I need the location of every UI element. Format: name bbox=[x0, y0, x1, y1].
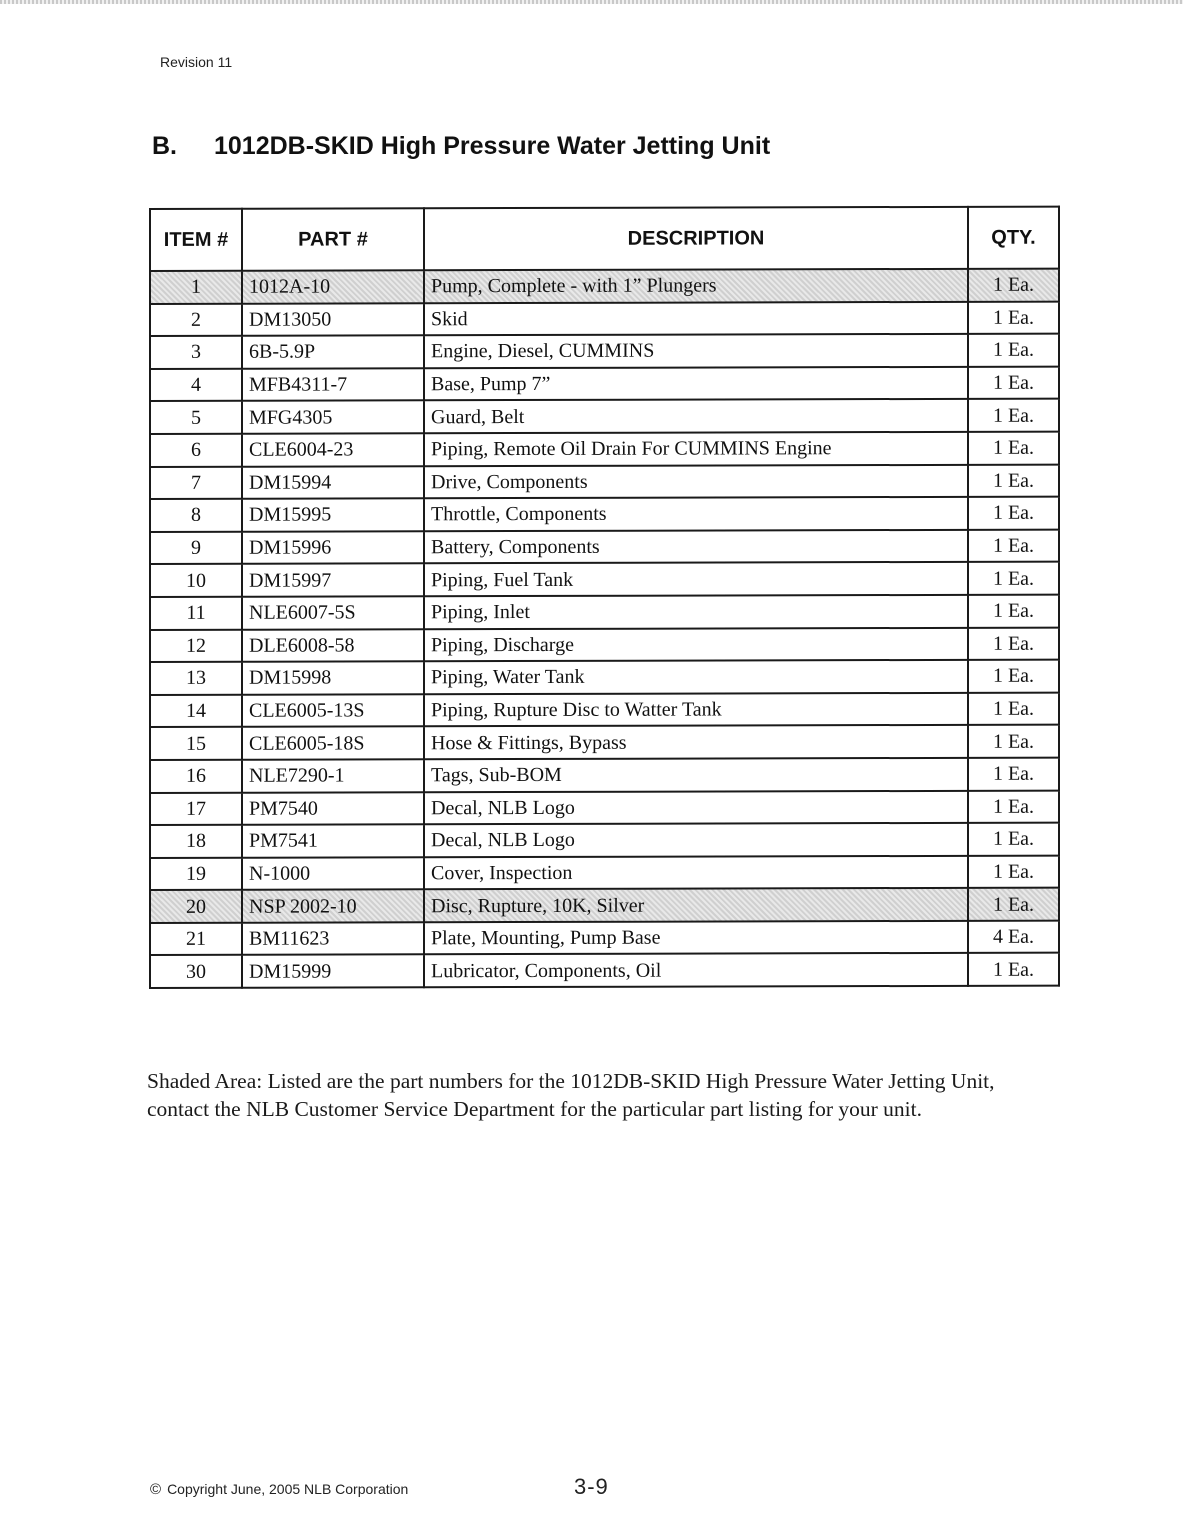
section-letter: B. bbox=[152, 132, 177, 160]
description-cell: Engine, Diesel, CUMMINS bbox=[424, 334, 968, 368]
description-cell: Hose & Fittings, Bypass bbox=[424, 725, 968, 759]
table-row bbox=[150, 562, 1059, 597]
table-row bbox=[150, 660, 1059, 695]
part-number-cell: DM15999 bbox=[242, 955, 424, 988]
description-cell: Base, Pump 7” bbox=[424, 367, 968, 401]
quantity-cell: 1 Ea. bbox=[968, 334, 1059, 367]
quantity-cell: 1 Ea. bbox=[968, 725, 1059, 758]
item-cell: 13 bbox=[150, 662, 242, 695]
table-row bbox=[150, 790, 1059, 825]
part-number-cell: DM15998 bbox=[242, 661, 424, 694]
part-number-cell: NLE6007-5S bbox=[242, 596, 424, 629]
section-title-text: 1012DB-SKID High Pressure Water Jetting Unit bbox=[214, 132, 771, 160]
top-scan-border bbox=[0, 0, 1183, 4]
table-row bbox=[150, 823, 1059, 858]
part-number-cell: MFB4311-7 bbox=[242, 368, 424, 401]
quantity-cell: 1 Ea. bbox=[968, 888, 1059, 921]
table-row bbox=[150, 366, 1059, 401]
quantity-cell: 1 Ea. bbox=[968, 497, 1059, 530]
revision-label: Revision 11 bbox=[160, 54, 233, 70]
description-cell: Cover, Inspection bbox=[424, 856, 968, 890]
description-cell: Guard, Belt bbox=[424, 399, 968, 433]
table-row bbox=[150, 399, 1059, 434]
header-part: PART # bbox=[242, 208, 424, 270]
description-cell: Plate, Mounting, Pump Base bbox=[424, 921, 968, 955]
page-number: 3-9 bbox=[574, 1474, 609, 1499]
part-number-cell: N-1000 bbox=[242, 857, 424, 890]
part-number-cell: MFG4305 bbox=[242, 401, 424, 434]
item-cell: 7 bbox=[150, 466, 242, 499]
quantity-cell: 1 Ea. bbox=[968, 660, 1059, 693]
quantity-cell: 1 Ea. bbox=[968, 399, 1059, 432]
description-cell: Decal, NLB Logo bbox=[424, 823, 968, 857]
description-cell: Skid bbox=[424, 301, 968, 335]
item-cell: 21 bbox=[150, 923, 242, 956]
quantity-cell: 1 Ea. bbox=[968, 692, 1059, 725]
table-row bbox=[150, 692, 1059, 727]
item-cell: 15 bbox=[150, 727, 242, 760]
quantity-cell: 1 Ea. bbox=[968, 464, 1059, 497]
part-number-cell: CLE6005-13S bbox=[242, 694, 424, 727]
item-cell: 17 bbox=[150, 792, 242, 825]
table-row bbox=[150, 953, 1059, 988]
item-cell: 4 bbox=[150, 369, 242, 402]
description-cell: Lubricator, Components, Oil bbox=[424, 953, 968, 987]
part-number-cell: PM7541 bbox=[242, 824, 424, 857]
quantity-cell: 1 Ea. bbox=[968, 595, 1059, 628]
table-row bbox=[150, 627, 1059, 662]
part-number-cell: DM15996 bbox=[242, 531, 424, 564]
table-row bbox=[150, 269, 1059, 304]
table-header-row bbox=[150, 207, 1059, 271]
quantity-cell: 1 Ea. bbox=[968, 269, 1059, 302]
description-cell: Disc, Rupture, 10K, Silver bbox=[424, 888, 968, 922]
item-cell: 3 bbox=[150, 336, 242, 369]
quantity-cell: 1 Ea. bbox=[968, 366, 1059, 399]
item-cell: 9 bbox=[150, 532, 242, 565]
item-cell: 2 bbox=[150, 303, 242, 336]
item-cell: 1 bbox=[150, 271, 242, 304]
quantity-cell: 1 Ea. bbox=[968, 790, 1059, 823]
description-cell: Piping, Water Tank bbox=[424, 660, 968, 694]
quantity-cell: 1 Ea. bbox=[968, 627, 1059, 660]
parts-table-body bbox=[150, 269, 1059, 988]
quantity-cell: 1 Ea. bbox=[968, 562, 1059, 595]
table-row bbox=[150, 464, 1059, 499]
header-description: DESCRIPTION bbox=[424, 207, 968, 270]
table-row bbox=[150, 758, 1059, 793]
quantity-cell: 1 Ea. bbox=[968, 855, 1059, 888]
part-number-cell: DLE6008-58 bbox=[242, 629, 424, 662]
item-cell: 11 bbox=[150, 597, 242, 630]
description-cell: Piping, Rupture Disc to Watter Tank bbox=[424, 693, 968, 727]
item-cell: 6 bbox=[150, 434, 242, 467]
quantity-cell: 1 Ea. bbox=[968, 301, 1059, 334]
table-row bbox=[150, 855, 1059, 890]
item-cell: 16 bbox=[150, 760, 242, 793]
description-cell: Drive, Components bbox=[424, 464, 968, 498]
item-cell: 30 bbox=[150, 955, 242, 988]
part-number-cell: DM13050 bbox=[242, 303, 424, 336]
description-cell: Piping, Remote Oil Drain For CUMMINS Engine bbox=[424, 432, 968, 466]
table-row bbox=[150, 497, 1059, 532]
description-cell: Piping, Discharge bbox=[424, 627, 968, 661]
parts-table bbox=[149, 206, 1060, 989]
quantity-cell: 1 Ea. bbox=[968, 758, 1059, 791]
part-number-cell: NLE7290-1 bbox=[242, 759, 424, 792]
part-number-cell: BM11623 bbox=[242, 922, 424, 955]
table-row bbox=[150, 920, 1059, 955]
part-number-cell: 1012A-10 bbox=[242, 270, 424, 303]
table-row bbox=[150, 725, 1059, 760]
description-cell: Pump, Complete - with 1” Plungers bbox=[424, 269, 968, 303]
item-cell: 5 bbox=[150, 401, 242, 434]
table-row bbox=[150, 334, 1059, 369]
description-cell: Piping, Inlet bbox=[424, 595, 968, 629]
table-row bbox=[150, 888, 1059, 923]
copyright-icon: © bbox=[150, 1481, 162, 1498]
part-number-cell: DM15994 bbox=[242, 466, 424, 499]
section-title bbox=[152, 132, 770, 161]
description-cell: Decal, NLB Logo bbox=[424, 790, 968, 824]
description-cell: Battery, Components bbox=[424, 530, 968, 564]
part-number-cell: CLE6005-18S bbox=[242, 727, 424, 760]
item-cell: 8 bbox=[150, 499, 242, 532]
item-cell: 14 bbox=[150, 694, 242, 727]
item-cell: 19 bbox=[150, 857, 242, 890]
part-number-cell: 6B-5.9P bbox=[242, 335, 424, 368]
table-row bbox=[150, 301, 1059, 336]
part-number-cell: DM15997 bbox=[242, 564, 424, 597]
part-number-cell: CLE6004-23 bbox=[242, 433, 424, 466]
description-cell: Tags, Sub-BOM bbox=[424, 758, 968, 792]
table-row bbox=[150, 529, 1059, 564]
description-cell: Throttle, Components bbox=[424, 497, 968, 531]
copyright-text: Copyright June, 2005 NLB Corporation bbox=[167, 1481, 409, 1497]
item-cell: 12 bbox=[150, 629, 242, 662]
shaded-area-note: Shaded Area: Listed are the part numbers for the 1012DB-SKID High Pressure Water Jetting Unit, contact the NLB Customer Service Department for the particular part listing for your unit. bbox=[147, 1069, 995, 1121]
quantity-cell: 1 Ea. bbox=[968, 953, 1059, 986]
part-number-cell: DM15995 bbox=[242, 498, 424, 531]
quantity-cell: 1 Ea. bbox=[968, 823, 1059, 856]
footer-copyright bbox=[150, 1481, 408, 1498]
quantity-cell: 4 Ea. bbox=[968, 920, 1059, 953]
table-row bbox=[150, 595, 1059, 630]
item-cell: 10 bbox=[150, 564, 242, 597]
header-item: ITEM # bbox=[150, 209, 242, 271]
item-cell: 20 bbox=[150, 890, 242, 923]
header-qty: QTY. bbox=[968, 207, 1059, 269]
table-row bbox=[150, 432, 1059, 467]
description-cell: Piping, Fuel Tank bbox=[424, 562, 968, 596]
item-cell: 18 bbox=[150, 825, 242, 858]
quantity-cell: 1 Ea. bbox=[968, 432, 1059, 465]
part-number-cell: NSP 2002-10 bbox=[242, 890, 424, 923]
quantity-cell: 1 Ea. bbox=[968, 529, 1059, 562]
part-number-cell: PM7540 bbox=[242, 792, 424, 825]
